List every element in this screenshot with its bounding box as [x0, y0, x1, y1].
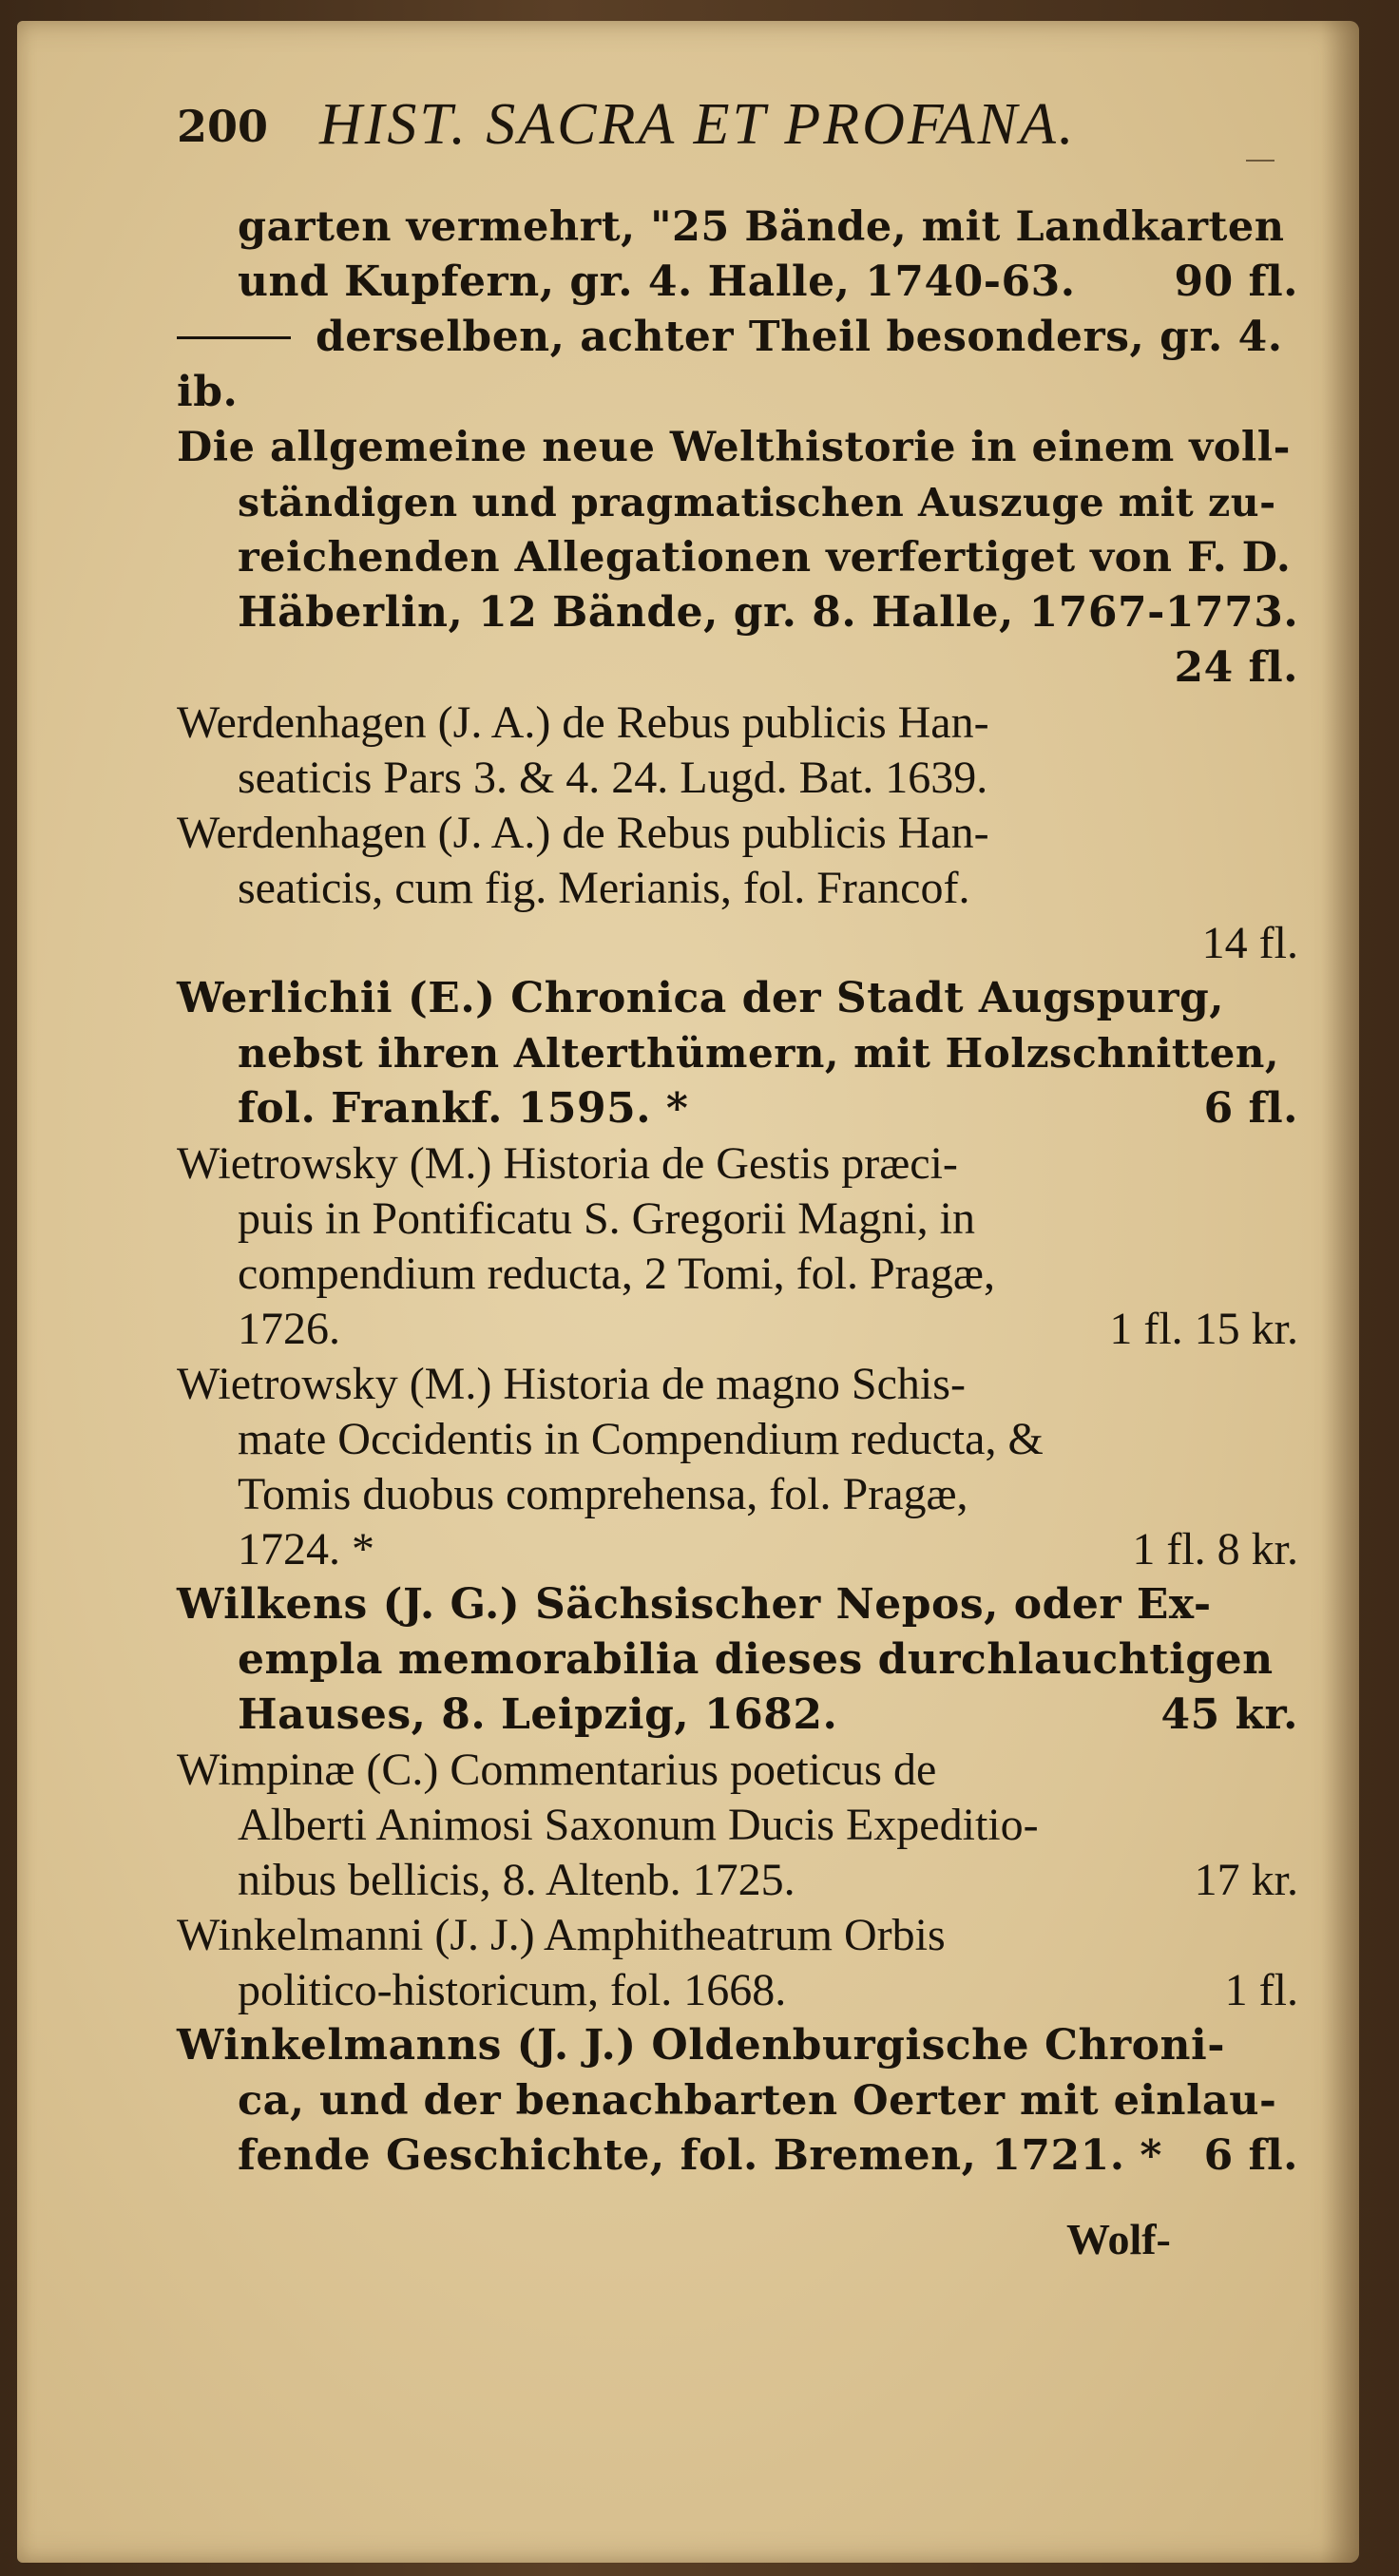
- entry-text: Winkelmanni (J. J.) Amphitheatrum Orbis: [177, 1910, 946, 1960]
- page-number: 200: [177, 101, 269, 152]
- entry-line: [177, 200, 1298, 255]
- catalog-entry: [177, 310, 1298, 420]
- entry-text: Wietrowsky (M.) Historia de Gestis præci-: [177, 1138, 958, 1189]
- entry-text: seaticis, cum fig. Merianis, fol. Francof.: [238, 863, 970, 913]
- entry-text: fol. Frankf. 1595. *: [238, 1084, 689, 1133]
- catalog-entry: [177, 1908, 1298, 2018]
- entry-line: [177, 1632, 1298, 1688]
- entry-text: reichenden Allegationen verfertiget von F. D.: [238, 534, 1292, 582]
- entry-price: 6 fl.: [1203, 1084, 1298, 1133]
- entry-line: [177, 1963, 1298, 2018]
- entry-line: [177, 530, 1298, 585]
- entry-text: Werdenhagen (J. A.) de Rebus publicis Han-: [177, 808, 989, 858]
- entry-line: [177, 1688, 1298, 1743]
- entry-text: mate Occidentis in Compendium reducta, &: [238, 1414, 1044, 1464]
- entry-text: 1724. *: [238, 1524, 374, 1574]
- entry-text: ständigen und pragmatischen Auszuge mit zu-: [238, 480, 1276, 525]
- entry-line: [177, 640, 1298, 696]
- entry-line: [177, 1908, 1298, 1963]
- entry-text: Werdenhagen (J. A.) de Rebus publicis Han-: [177, 697, 989, 748]
- entry-line: [177, 475, 1298, 530]
- entry-line: [177, 1247, 1298, 1302]
- entry-text: Wimpinæ (C.) Commentarius poeticus de: [177, 1745, 937, 1795]
- entry-text: Winkelmanns (J. J.) Oldenburgische Chroni-: [177, 2021, 1225, 2070]
- entry-line: [177, 916, 1298, 971]
- entry-price: 1 fl.: [1224, 1965, 1298, 2015]
- catalog-entry: [177, 971, 1298, 1136]
- entry-line: [177, 1798, 1298, 1853]
- entry-price: 1 fl. 8 kr.: [1132, 1524, 1298, 1574]
- entry-line: [177, 1522, 1298, 1577]
- catalog-entry: [177, 420, 1298, 696]
- entry-text: Häberlin, 12 Bände, gr. 8. Halle, 1767-1773.: [238, 588, 1299, 637]
- entry-line: [177, 2128, 1298, 2184]
- entry-line: [177, 1467, 1298, 1522]
- entry-text: ib.: [177, 368, 239, 416]
- entry-price: 17 kr.: [1194, 1855, 1298, 1905]
- entry-text: derselben, achter Theil besonders, gr. 4.: [316, 313, 1283, 361]
- entry-text: nibus bellicis, 8. Altenb. 1725.: [238, 1855, 795, 1905]
- entry-line: [177, 1192, 1298, 1247]
- entry-text: empla memorabilia dieses durchlauchtigen: [238, 1635, 1274, 1684]
- entry-text: fende Geschichte, fol. Bremen, 1721. *: [238, 2131, 1162, 2180]
- entry-text: Alberti Animosi Saxonum Ducis Expeditio-: [238, 1800, 1039, 1850]
- entry-price: 90 fl.: [1174, 258, 1298, 306]
- entry-line: [177, 971, 1298, 1026]
- entry-line: [177, 310, 1298, 365]
- entry-line: [177, 2073, 1298, 2128]
- entry-price: 6 fl.: [1203, 2131, 1298, 2180]
- entry-text: 1726.: [238, 1304, 340, 1354]
- entry-price: 45 kr.: [1160, 1690, 1298, 1739]
- entry-line: [177, 696, 1298, 751]
- entry-line: [177, 1081, 1298, 1136]
- entry-line: [177, 1577, 1298, 1632]
- catalog-entry: [177, 1357, 1298, 1577]
- entry-line: [177, 1026, 1298, 1081]
- entry-line: [177, 1412, 1298, 1467]
- catalog-entry: [177, 1743, 1298, 1908]
- entry-line: [177, 1136, 1298, 1192]
- entry-line: [177, 255, 1298, 310]
- entry-price: 1 fl. 15 kr.: [1109, 1304, 1298, 1354]
- entry-text: Wietrowsky (M.) Historia de magno Schis-: [177, 1359, 966, 1409]
- entry-line: [177, 861, 1298, 916]
- entry-line: [177, 420, 1298, 475]
- entry-line: [177, 1357, 1298, 1412]
- entry-text: seaticis Pars 3. & 4. 24. Lugd. Bat. 1639.: [238, 753, 988, 803]
- catalog-entry: [177, 806, 1298, 971]
- catalog-entry: [177, 1136, 1298, 1357]
- entry-text: politico-historicum, fol. 1668.: [238, 1965, 787, 2015]
- entry-text: Tomis duobus comprehensa, fol. Pragæ,: [238, 1469, 968, 1519]
- entry-line: [177, 751, 1298, 806]
- page-header: [177, 91, 1298, 167]
- entry-text: Werlichii (E.) Chronica der Stadt Augspurg,: [177, 974, 1225, 1022]
- catchword: Wolf-: [1066, 2215, 1171, 2263]
- catalog-entry: [177, 696, 1298, 806]
- ditto-dash: [177, 336, 291, 339]
- entry-price: 24 fl.: [1174, 643, 1298, 692]
- entry-text: und Kupfern, gr. 4. Halle, 1740-63.: [238, 258, 1076, 306]
- entry-text: garten vermehrt, "25 Bände, mit Landkarten: [238, 203, 1285, 251]
- entry-text: Wilkens (J. G.) Sächsischer Nepos, oder Ex-: [177, 1580, 1212, 1629]
- catalog-entry: [177, 2018, 1298, 2184]
- entry-line: [177, 2018, 1298, 2073]
- catalog-entries: [177, 200, 1298, 2184]
- entry-text: Die allgemeine neue Welthistorie in einem voll-: [177, 424, 1291, 471]
- entry-line: [177, 806, 1298, 861]
- entry-text: nebst ihren Alterthümern, mit Holzschnitten,: [238, 1030, 1279, 1077]
- catalog-entry: [177, 1577, 1298, 1743]
- entry-text: ca, und der benachbarten Oerter mit einlau-: [238, 2077, 1277, 2125]
- entry-text: puis in Pontificatu S. Gregorii Magni, in: [238, 1193, 975, 1244]
- entry-line: [177, 1853, 1298, 1908]
- page-edge-shadow: [1321, 21, 1359, 2563]
- entry-line: [177, 585, 1298, 640]
- entry-line: [177, 1302, 1298, 1357]
- entry-price: 14 fl.: [1201, 918, 1298, 968]
- entry-text: Hauses, 8. Leipzig, 1682.: [238, 1690, 838, 1739]
- running-head: HIST. SACRA ET PROFANA.: [319, 92, 1077, 157]
- entry-line: [177, 365, 1298, 420]
- header-rule: [1246, 160, 1274, 162]
- catalog-entry: [177, 200, 1298, 310]
- entry-text: compendium reducta, 2 Tomi, fol. Pragæ,: [238, 1249, 995, 1299]
- entry-line: [177, 1743, 1298, 1798]
